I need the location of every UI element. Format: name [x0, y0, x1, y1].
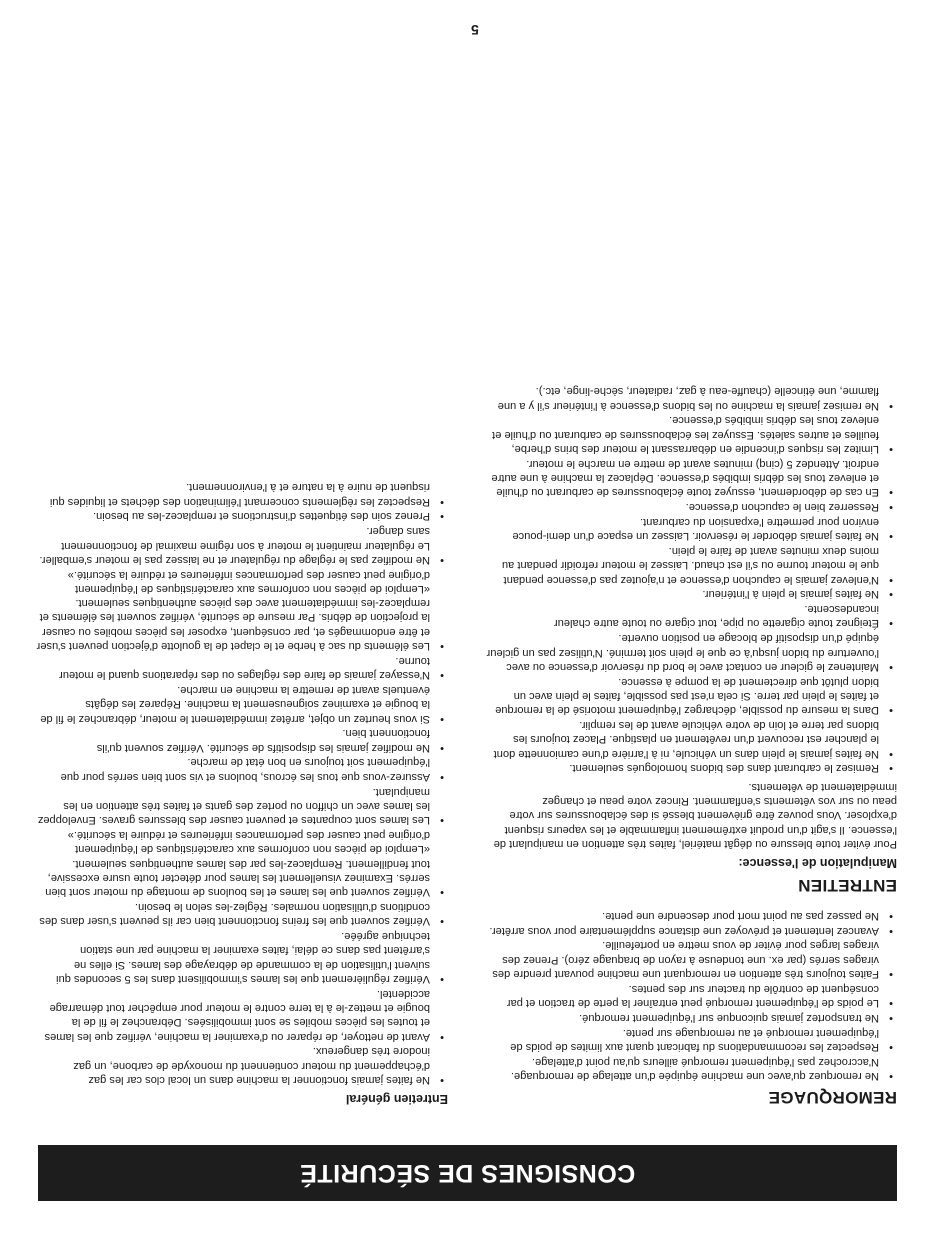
fuel-handling-list-item: • Dans la mesure du possible, déchargez l'équipement motorisé de la remorque et faites le plein par terre. Si cela n'est pas possible, faites le plein avec un bidon plutôt que directement de la pompe à essence.	[485, 674, 897, 717]
general-maintenance-list-item: • N'essayez jamais de faire des réglages ou des réparations quand le moteur tourne.	[36, 654, 448, 683]
general-maintenance-list-item: • Assurez-vous que tous les écrous, boulons et vis sont bien serrés pour que l'équipement soit toujours en bon état de marche.	[36, 755, 448, 784]
towing-list-item: • Respectez les recommandations du fabricant quant aux limites de poids de l'équipement remorqué et au remorquage sur pente.	[485, 1025, 897, 1054]
fuel-handling-list-item: • Ne remisez jamais la machine ou les bidons d'essence à l'intérieur s'il y a une flamme, une étincelle (chauffe-eau à gaz, radiateur, sèche-linge, etc.).	[485, 384, 897, 413]
fuel-handling-list-item: • N'enlevez jamais le capuchon d'essence et n'ajoutez pas d'essence pendant que le moteur tourne ou s'il est chaud. Laissez le moteur refroidir pendant au moins deux minutes avant de faire le plein.	[485, 544, 897, 587]
towing-list-item: • Ne remorquez qu'avec une machine équipée d'un attelage de remorquage. N'accrochez pas l'équipement remorqué ailleurs qu'au point d'attelage.	[485, 1054, 897, 1083]
general-maintenance-list-item: • Les lames sont coupantes et peuvent causer des blessures graves. Enveloppez les lames avec un chiffon ou portez des gants et faites très attention en les manipulant.	[36, 784, 448, 827]
fuel-handling-list	[485, 384, 897, 776]
fuel-handling-list-item: • Resserrez bien le capuchon d'essence.	[485, 500, 897, 514]
towing-list-item: • Le poids de l'équipement remorqué peut entraîner la perte de traction et par conséquent de contrôle du tracteur sur des pentes.	[485, 981, 897, 1010]
general-maintenance-list-item: • Ne faites jamais fonctionner la machine dans un local clos car les gaz d'échappement du moteur contiennent du monoxyde de carbone, un gaz inodore très dangereux.	[36, 1044, 448, 1087]
banner-title: CONSIGNES DE SÉCURITÉ	[299, 1159, 636, 1188]
fuel-handling-list-item: • Ne faites jamais déborder le réservoir. Laissez un espace d'un demi-pouce environ pour permettre l'expansion du carburant.	[485, 515, 897, 544]
general-maintenance-list-item: • Si vous heurtez un objet, arrêtez immédiatement le moteur, débranchez le fil de la bougie et examinez soigneusement la machine. Réparez les dégâts éventuels avant de remettre la machine en marche.	[36, 683, 448, 726]
fuel-handling-list-item: • Maintenez le gicleur en contact avec le bord du réservoir d'essence ou avec l'ouverture du bidon jusqu'à ce que le plein soit terminé. N'utilisez pas un gicleur équipé d'un dispositif de blocage en position ouverte.	[485, 631, 897, 674]
general-maintenance-list-item: • Vérifiez souvent que les lames et les boulons de montage du moteur sont bien serrés. Examinez visuellement les lames pour détecter toute usure excessive, tout fendillement. Remplacez-les par des lames authentiques seulement. «Lemploi de pièces non conformes aux caractéristiques de l'équipement d'origine peut causer des performances inférieures et réduire la sécurité.»	[36, 828, 448, 899]
left-column	[485, 383, 897, 1107]
fuel-handling-subheading: Manipulation de l'essence:	[738, 855, 897, 870]
fuel-handling-intro: Pour éviter toute blessure ou dégât matériel, faites très attention en manipulant de l'essence. Il s'agit d'un produit extrêmement inflammable et les vapeurs risquent d'exploser. Vous pouvez être grièvement blessé si des éclaboussures sur votre peau ou sur vos vêtements s'enflamment. Rincez votre peau et changez immédiatement de vêtements.	[493, 780, 897, 850]
general-maintenance-list-item: • Respectez les règlements concernant l'élimination des déchets et liquides qui risquent de nuire à la nature et à l'environnement.	[36, 480, 448, 509]
general-maintenance-list-item: • Vérifiez souvent que les freins fonctionnent bien car ils peuvent s'user dans des conditions d'utilisation normales. Réglez-les selon le besoin.	[36, 900, 448, 929]
section-banner	[38, 1145, 897, 1201]
towing-list-item: • Ne transportez jamais quiconque sur l'équipement remorqué.	[485, 1011, 897, 1025]
right-column	[36, 480, 448, 1107]
page-number: 5	[471, 22, 479, 38]
general-maintenance-heading: Entretien général	[345, 1092, 448, 1106]
general-maintenance-list-item: • Les éléments du sac à herbe et le clapet de la goulotte d'éjection peuvent s'user et être endommagés et, par conséquent, exposer les pièces mobiles ou causer la projection de débris. Par mesure de sécurité, vérifiez souvent les éléments et remplacez-les immédiatement avec des pièces authentiques seulement. «Lemploi de pièces non conformes aux caractéristiques de l'équipement d'origine peut causer des performances inférieures et réduire la sécurité.»	[36, 567, 448, 653]
towing-list-item: • Faites toujours très attention en remorquant une machine pouvant prendre des virages serrés (par ex. une tondeuse à rayon de braquage zéro). Prenez des virages larges pour éviter de vous mettre en portefeuille.	[485, 938, 897, 981]
towing-list-item: • Avancez lentement et prévoyez une distance supplémentaire pour vous arrêter.	[485, 923, 897, 937]
fuel-handling-list-item: • Éteignez toute cigarette ou pipe, tout cigare ou toute autre chaleur incandescente.	[485, 602, 897, 631]
maintenance-heading: ENTRETIEN	[797, 875, 897, 895]
fuel-handling-list-item: • Limitez les risques d'incendie en débarrassant le moteur des brins d'herbe, feuilles et autres saletés. Essuyez les éclaboussures de carburant ou d'huile et enlevez tous les débris imbibés d'essence.	[485, 413, 897, 456]
general-maintenance-list-item: • Ne modifiez jamais les dispositifs de sécurité. Vérifiez souvent qu'ils fonctionnent bien.	[36, 726, 448, 755]
fuel-handling-list-item: • Ne faites jamais le plein à l'intérieur.	[485, 587, 897, 601]
general-maintenance-list-item: • Vérifiez régulièrement que les lames s'immobilisent dans les 5 secondes qui suivent l'utilisation de la commande de débrayage des lames. Si elles ne s'arrêtent pas dans ce délai, faites examiner la machine par une station technique agréée.	[36, 929, 448, 986]
general-maintenance-list-item: • Avant de nettoyer, de réparer ou d'examiner la machine, vérifiez que les lames et toutes les pièces mobiles se sont immobilisées. Débranchez le fil de la bougie et mettez-le à la terre contre le moteur pour empêcher tout démarrage accidentel.	[36, 986, 448, 1043]
general-maintenance-list	[36, 480, 448, 1087]
general-maintenance-list-item: • Ne modifiez pas le réglage du régulateur et ne laissez pas le moteur s'emballer. Le régulateur maintient le moteur à son régime maximal de fonctionnement sans danger.	[36, 524, 448, 567]
fuel-handling-list-item: • En cas de débordement, essuyez toute éclaboussures de carburant ou d'huile et enlevez tous les débris imbibés d'essence. Déplacez la machine à une autre endroit. Attendez 5 (cinq) minutes avant de mettre en marche le moteur.	[485, 456, 897, 499]
fuel-handling-list-item: • Remisez le carburant dans des bidons homologués seulement.	[485, 761, 897, 775]
fuel-handling-list-item: • Ne faites jamais le plein dans un véhicule, ni à l'arrière d'une camionnette dont le plancher est recouvert d'un revêtement en plastique. Placez toujours les bidons par terre et loin de votre véhicule avant de les remplir.	[485, 718, 897, 761]
general-maintenance-list-item: • Prenez soin des étiquettes d'instructions et remplacez-les au besoin.	[36, 509, 448, 523]
towing-list-item: • Ne passez pas au point mort pour descendre une pente.	[485, 908, 897, 922]
towing-list	[485, 908, 897, 1083]
towing-heading: REMORQUAGE	[768, 1088, 897, 1107]
